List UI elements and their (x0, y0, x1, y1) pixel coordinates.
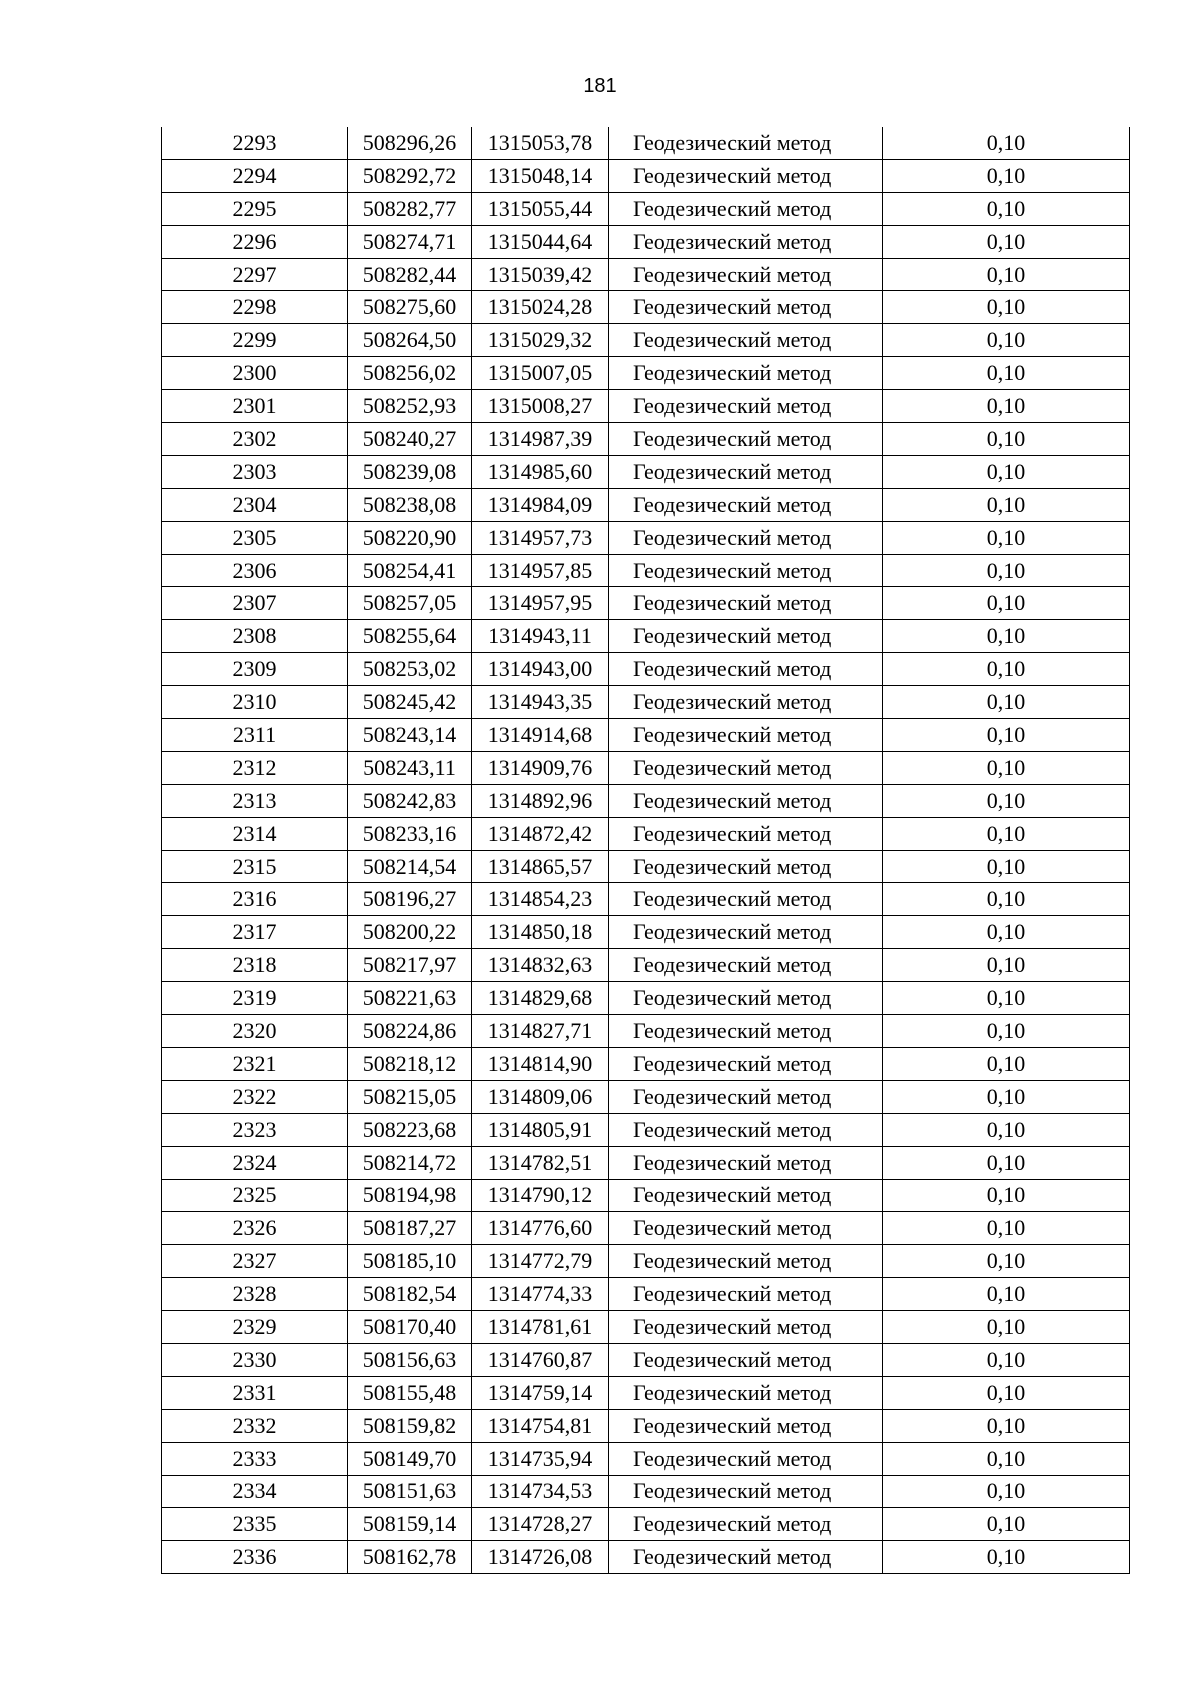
x-coordinate-cell: 508256,02 (348, 357, 472, 390)
method-cell: Геодезический метод (609, 357, 883, 390)
y-coordinate-cell: 1314735,94 (472, 1442, 609, 1475)
accuracy-cell: 0,10 (883, 1212, 1130, 1245)
y-coordinate-cell: 1314865,57 (472, 850, 609, 883)
table-row (162, 1245, 1130, 1278)
x-coordinate-cell: 508245,42 (348, 686, 472, 719)
y-coordinate-cell: 1314854,23 (472, 883, 609, 916)
x-coordinate-cell: 508170,40 (348, 1311, 472, 1344)
method-cell: Геодезический метод (609, 1015, 883, 1048)
accuracy-cell: 0,10 (883, 719, 1130, 752)
point-number-cell: 2300 (162, 357, 348, 390)
y-coordinate-cell: 1314943,35 (472, 686, 609, 719)
table-row (162, 587, 1130, 620)
table-row (162, 324, 1130, 357)
accuracy-cell: 0,10 (883, 1278, 1130, 1311)
x-coordinate-cell: 508194,98 (348, 1179, 472, 1212)
x-coordinate-cell: 508224,86 (348, 1015, 472, 1048)
x-coordinate-cell: 508264,50 (348, 324, 472, 357)
point-number-cell: 2298 (162, 291, 348, 324)
y-coordinate-cell: 1314943,00 (472, 653, 609, 686)
accuracy-cell: 0,10 (883, 1179, 1130, 1212)
table-row (162, 850, 1130, 883)
method-cell: Геодезический метод (609, 521, 883, 554)
point-number-cell: 2326 (162, 1212, 348, 1245)
accuracy-cell: 0,10 (883, 784, 1130, 817)
table-row (162, 225, 1130, 258)
method-cell: Геодезический метод (609, 587, 883, 620)
accuracy-cell: 0,10 (883, 1442, 1130, 1475)
y-coordinate-cell: 1314914,68 (472, 719, 609, 752)
x-coordinate-cell: 508221,63 (348, 982, 472, 1015)
table-row (162, 751, 1130, 784)
y-coordinate-cell: 1314829,68 (472, 982, 609, 1015)
y-coordinate-cell: 1314985,60 (472, 455, 609, 488)
method-cell: Геодезический метод (609, 949, 883, 982)
x-coordinate-cell: 508296,26 (348, 127, 472, 159)
x-coordinate-cell: 508254,41 (348, 554, 472, 587)
method-cell: Геодезический метод (609, 1278, 883, 1311)
y-coordinate-cell: 1315008,27 (472, 390, 609, 423)
point-number-cell: 2308 (162, 620, 348, 653)
point-number-cell: 2312 (162, 751, 348, 784)
method-cell: Геодезический метод (609, 1508, 883, 1541)
coordinates-table (161, 127, 1130, 1574)
accuracy-cell: 0,10 (883, 258, 1130, 291)
point-number-cell: 2295 (162, 192, 348, 225)
y-coordinate-cell: 1314943,11 (472, 620, 609, 653)
y-coordinate-cell: 1315053,78 (472, 127, 609, 159)
table-row (162, 1508, 1130, 1541)
method-cell: Геодезический метод (609, 192, 883, 225)
table-row (162, 982, 1130, 1015)
y-coordinate-cell: 1314760,87 (472, 1343, 609, 1376)
x-coordinate-cell: 508214,54 (348, 850, 472, 883)
table-row (162, 1047, 1130, 1080)
x-coordinate-cell: 508196,27 (348, 883, 472, 916)
accuracy-cell: 0,10 (883, 751, 1130, 784)
accuracy-cell: 0,10 (883, 324, 1130, 357)
accuracy-cell: 0,10 (883, 357, 1130, 390)
method-cell: Геодезический метод (609, 817, 883, 850)
x-coordinate-cell: 508252,93 (348, 390, 472, 423)
table-row (162, 883, 1130, 916)
method-cell: Геодезический метод (609, 225, 883, 258)
page-number: 181 (583, 75, 617, 97)
x-coordinate-cell: 508253,02 (348, 653, 472, 686)
method-cell: Геодезический метод (609, 620, 883, 653)
y-coordinate-cell: 1314957,73 (472, 521, 609, 554)
point-number-cell: 2305 (162, 521, 348, 554)
point-number-cell: 2331 (162, 1376, 348, 1409)
method-cell: Геодезический метод (609, 1212, 883, 1245)
x-coordinate-cell: 508282,44 (348, 258, 472, 291)
accuracy-cell: 0,10 (883, 1508, 1130, 1541)
method-cell: Геодезический метод (609, 1541, 883, 1574)
y-coordinate-cell: 1314850,18 (472, 916, 609, 949)
table-row (162, 949, 1130, 982)
accuracy-cell: 0,10 (883, 159, 1130, 192)
point-number-cell: 2301 (162, 390, 348, 423)
accuracy-cell: 0,10 (883, 1475, 1130, 1508)
method-cell: Геодезический метод (609, 982, 883, 1015)
accuracy-cell: 0,10 (883, 949, 1130, 982)
method-cell: Геодезический метод (609, 1146, 883, 1179)
y-coordinate-cell: 1314814,90 (472, 1047, 609, 1080)
point-number-cell: 2318 (162, 949, 348, 982)
point-number-cell: 2330 (162, 1343, 348, 1376)
accuracy-cell: 0,10 (883, 1146, 1130, 1179)
y-coordinate-cell: 1314734,53 (472, 1475, 609, 1508)
point-number-cell: 2293 (162, 127, 348, 159)
x-coordinate-cell: 508218,12 (348, 1047, 472, 1080)
x-coordinate-cell: 508282,77 (348, 192, 472, 225)
method-cell: Геодезический метод (609, 1113, 883, 1146)
method-cell: Геодезический метод (609, 1442, 883, 1475)
method-cell: Геодезический метод (609, 423, 883, 456)
x-coordinate-cell: 508220,90 (348, 521, 472, 554)
x-coordinate-cell: 508243,11 (348, 751, 472, 784)
accuracy-cell: 0,10 (883, 817, 1130, 850)
x-coordinate-cell: 508274,71 (348, 225, 472, 258)
accuracy-cell: 0,10 (883, 1047, 1130, 1080)
accuracy-cell: 0,10 (883, 1343, 1130, 1376)
table-row (162, 719, 1130, 752)
y-coordinate-cell: 1314805,91 (472, 1113, 609, 1146)
method-cell: Геодезический метод (609, 1080, 883, 1113)
table-row (162, 357, 1130, 390)
y-coordinate-cell: 1315007,05 (472, 357, 609, 390)
x-coordinate-cell: 508214,72 (348, 1146, 472, 1179)
accuracy-cell: 0,10 (883, 521, 1130, 554)
y-coordinate-cell: 1315024,28 (472, 291, 609, 324)
point-number-cell: 2296 (162, 225, 348, 258)
y-coordinate-cell: 1314987,39 (472, 423, 609, 456)
point-number-cell: 2315 (162, 850, 348, 883)
y-coordinate-cell: 1315044,64 (472, 225, 609, 258)
table-row (162, 192, 1130, 225)
accuracy-cell: 0,10 (883, 1376, 1130, 1409)
point-number-cell: 2299 (162, 324, 348, 357)
x-coordinate-cell: 508242,83 (348, 784, 472, 817)
y-coordinate-cell: 1314872,42 (472, 817, 609, 850)
method-cell: Геодезический метод (609, 1311, 883, 1344)
point-number-cell: 2314 (162, 817, 348, 850)
coordinates-table-body (162, 127, 1130, 1574)
accuracy-cell: 0,10 (883, 916, 1130, 949)
y-coordinate-cell: 1314754,81 (472, 1409, 609, 1442)
accuracy-cell: 0,10 (883, 554, 1130, 587)
point-number-cell: 2329 (162, 1311, 348, 1344)
point-number-cell: 2304 (162, 488, 348, 521)
table-row (162, 784, 1130, 817)
accuracy-cell: 0,10 (883, 686, 1130, 719)
point-number-cell: 2310 (162, 686, 348, 719)
y-coordinate-cell: 1314759,14 (472, 1376, 609, 1409)
x-coordinate-cell: 508275,60 (348, 291, 472, 324)
point-number-cell: 2328 (162, 1278, 348, 1311)
y-coordinate-cell: 1314909,76 (472, 751, 609, 784)
method-cell: Геодезический метод (609, 258, 883, 291)
table-row (162, 620, 1130, 653)
method-cell: Геодезический метод (609, 1179, 883, 1212)
method-cell: Геодезический метод (609, 1409, 883, 1442)
table-row (162, 521, 1130, 554)
accuracy-cell: 0,10 (883, 587, 1130, 620)
point-number-cell: 2333 (162, 1442, 348, 1475)
method-cell: Геодезический метод (609, 784, 883, 817)
accuracy-cell: 0,10 (883, 423, 1130, 456)
point-number-cell: 2316 (162, 883, 348, 916)
point-number-cell: 2317 (162, 916, 348, 949)
y-coordinate-cell: 1315048,14 (472, 159, 609, 192)
x-coordinate-cell: 508292,72 (348, 159, 472, 192)
point-number-cell: 2336 (162, 1541, 348, 1574)
method-cell: Геодезический метод (609, 159, 883, 192)
accuracy-cell: 0,10 (883, 1015, 1130, 1048)
method-cell: Геодезический метод (609, 653, 883, 686)
point-number-cell: 2313 (162, 784, 348, 817)
table-row (162, 1113, 1130, 1146)
x-coordinate-cell: 508243,14 (348, 719, 472, 752)
table-row (162, 127, 1130, 159)
x-coordinate-cell: 508155,48 (348, 1376, 472, 1409)
table-row (162, 916, 1130, 949)
point-number-cell: 2294 (162, 159, 348, 192)
x-coordinate-cell: 508223,68 (348, 1113, 472, 1146)
method-cell: Геодезический метод (609, 916, 883, 949)
x-coordinate-cell: 508238,08 (348, 488, 472, 521)
method-cell: Геодезический метод (609, 1047, 883, 1080)
point-number-cell: 2311 (162, 719, 348, 752)
y-coordinate-cell: 1314809,06 (472, 1080, 609, 1113)
method-cell: Геодезический метод (609, 1245, 883, 1278)
x-coordinate-cell: 508185,10 (348, 1245, 472, 1278)
point-number-cell: 2309 (162, 653, 348, 686)
table-row (162, 1541, 1130, 1574)
table-row (162, 1442, 1130, 1475)
table-row (162, 1179, 1130, 1212)
x-coordinate-cell: 508240,27 (348, 423, 472, 456)
y-coordinate-cell: 1314726,08 (472, 1541, 609, 1574)
y-coordinate-cell: 1314790,12 (472, 1179, 609, 1212)
point-number-cell: 2335 (162, 1508, 348, 1541)
y-coordinate-cell: 1314774,33 (472, 1278, 609, 1311)
point-number-cell: 2303 (162, 455, 348, 488)
point-number-cell: 2307 (162, 587, 348, 620)
point-number-cell: 2325 (162, 1179, 348, 1212)
x-coordinate-cell: 508162,78 (348, 1541, 472, 1574)
table-row (162, 653, 1130, 686)
accuracy-cell: 0,10 (883, 850, 1130, 883)
point-number-cell: 2302 (162, 423, 348, 456)
accuracy-cell: 0,10 (883, 982, 1130, 1015)
table-row (162, 291, 1130, 324)
accuracy-cell: 0,10 (883, 883, 1130, 916)
accuracy-cell: 0,10 (883, 291, 1130, 324)
method-cell: Геодезический метод (609, 324, 883, 357)
x-coordinate-cell: 508159,14 (348, 1508, 472, 1541)
y-coordinate-cell: 1314772,79 (472, 1245, 609, 1278)
accuracy-cell: 0,10 (883, 1311, 1130, 1344)
table-row (162, 1376, 1130, 1409)
table-row (162, 1080, 1130, 1113)
method-cell: Геодезический метод (609, 883, 883, 916)
table-row (162, 1475, 1130, 1508)
table-row (162, 1015, 1130, 1048)
accuracy-cell: 0,10 (883, 390, 1130, 423)
accuracy-cell: 0,10 (883, 1541, 1130, 1574)
point-number-cell: 2322 (162, 1080, 348, 1113)
x-coordinate-cell: 508187,27 (348, 1212, 472, 1245)
table-row (162, 1146, 1130, 1179)
method-cell: Геодезический метод (609, 554, 883, 587)
accuracy-cell: 0,10 (883, 225, 1130, 258)
method-cell: Геодезический метод (609, 455, 883, 488)
y-coordinate-cell: 1315055,44 (472, 192, 609, 225)
x-coordinate-cell: 508159,82 (348, 1409, 472, 1442)
table-row (162, 455, 1130, 488)
x-coordinate-cell: 508239,08 (348, 455, 472, 488)
table-row (162, 423, 1130, 456)
method-cell: Геодезический метод (609, 1475, 883, 1508)
table-row (162, 1311, 1130, 1344)
method-cell: Геодезический метод (609, 719, 883, 752)
table-row (162, 488, 1130, 521)
accuracy-cell: 0,10 (883, 1409, 1130, 1442)
accuracy-cell: 0,10 (883, 488, 1130, 521)
x-coordinate-cell: 508255,64 (348, 620, 472, 653)
table-row (162, 159, 1130, 192)
accuracy-cell: 0,10 (883, 1245, 1130, 1278)
y-coordinate-cell: 1314782,51 (472, 1146, 609, 1179)
method-cell: Геодезический метод (609, 390, 883, 423)
y-coordinate-cell: 1314781,61 (472, 1311, 609, 1344)
y-coordinate-cell: 1314832,63 (472, 949, 609, 982)
point-number-cell: 2320 (162, 1015, 348, 1048)
y-coordinate-cell: 1314984,09 (472, 488, 609, 521)
table-row (162, 1212, 1130, 1245)
table-row (162, 686, 1130, 719)
accuracy-cell: 0,10 (883, 127, 1130, 159)
method-cell: Геодезический метод (609, 488, 883, 521)
method-cell: Геодезический метод (609, 127, 883, 159)
x-coordinate-cell: 508156,63 (348, 1343, 472, 1376)
table-row (162, 554, 1130, 587)
y-coordinate-cell: 1314957,85 (472, 554, 609, 587)
accuracy-cell: 0,10 (883, 192, 1130, 225)
method-cell: Геодезический метод (609, 1343, 883, 1376)
table-row (162, 258, 1130, 291)
table-row (162, 1278, 1130, 1311)
y-coordinate-cell: 1314776,60 (472, 1212, 609, 1245)
x-coordinate-cell: 508200,22 (348, 916, 472, 949)
x-coordinate-cell: 508215,05 (348, 1080, 472, 1113)
accuracy-cell: 0,10 (883, 1080, 1130, 1113)
y-coordinate-cell: 1314827,71 (472, 1015, 609, 1048)
point-number-cell: 2327 (162, 1245, 348, 1278)
point-number-cell: 2323 (162, 1113, 348, 1146)
method-cell: Геодезический метод (609, 850, 883, 883)
point-number-cell: 2334 (162, 1475, 348, 1508)
point-number-cell: 2297 (162, 258, 348, 291)
table-row (162, 817, 1130, 850)
accuracy-cell: 0,10 (883, 620, 1130, 653)
method-cell: Геодезический метод (609, 1376, 883, 1409)
x-coordinate-cell: 508233,16 (348, 817, 472, 850)
x-coordinate-cell: 508151,63 (348, 1475, 472, 1508)
table-row (162, 1343, 1130, 1376)
y-coordinate-cell: 1314728,27 (472, 1508, 609, 1541)
x-coordinate-cell: 508257,05 (348, 587, 472, 620)
method-cell: Геодезический метод (609, 751, 883, 784)
point-number-cell: 2324 (162, 1146, 348, 1179)
y-coordinate-cell: 1314892,96 (472, 784, 609, 817)
y-coordinate-cell: 1315029,32 (472, 324, 609, 357)
table-row (162, 390, 1130, 423)
point-number-cell: 2332 (162, 1409, 348, 1442)
x-coordinate-cell: 508217,97 (348, 949, 472, 982)
table-row (162, 1409, 1130, 1442)
x-coordinate-cell: 508182,54 (348, 1278, 472, 1311)
point-number-cell: 2321 (162, 1047, 348, 1080)
accuracy-cell: 0,10 (883, 455, 1130, 488)
accuracy-cell: 0,10 (883, 1113, 1130, 1146)
method-cell: Геодезический метод (609, 291, 883, 324)
y-coordinate-cell: 1314957,95 (472, 587, 609, 620)
y-coordinate-cell: 1315039,42 (472, 258, 609, 291)
method-cell: Геодезический метод (609, 686, 883, 719)
point-number-cell: 2319 (162, 982, 348, 1015)
accuracy-cell: 0,10 (883, 653, 1130, 686)
x-coordinate-cell: 508149,70 (348, 1442, 472, 1475)
point-number-cell: 2306 (162, 554, 348, 587)
